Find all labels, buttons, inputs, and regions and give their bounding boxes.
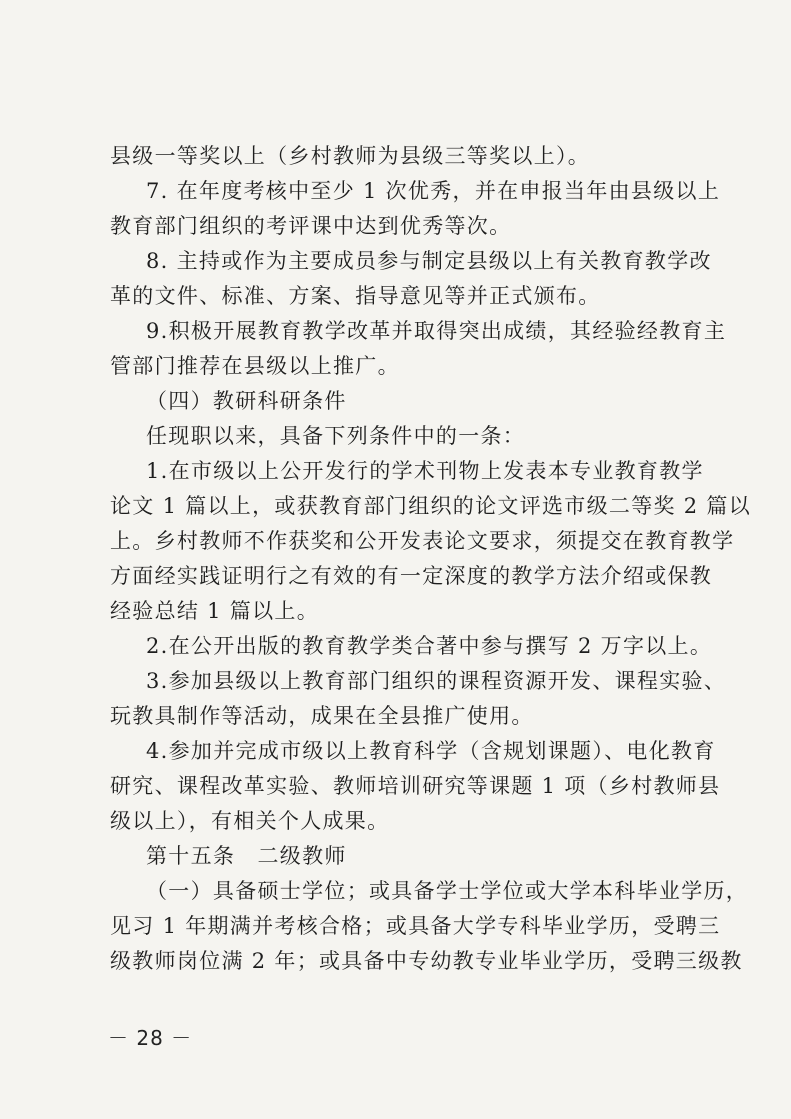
page-number: － 28 － (108, 1026, 193, 1050)
text-line-6: 9.积极开展教育教学改革并取得突出成绩，其经验经教育主 (146, 319, 727, 343)
text-line-12: 上。乡村教师不作获奖和公开发表论文要求，须提交在教育教学 (110, 529, 735, 553)
text-line-19: 研究、课程改革实验、教师培训研究等课题 1 项（乡村教师县 (110, 774, 721, 798)
text-line-14: 经验总结 1 篇以上。 (110, 599, 320, 623)
text-line-1: 县级一等奖以上（乡村教师为县级三等奖以上）。 (110, 144, 591, 168)
text-line-7: 管部门推荐在县级以上推广。 (110, 354, 400, 378)
text-line-5: 革的文件、标准、方案、指导意见等并正式颁布。 (110, 284, 601, 308)
text-line-13: 方面经实践证明行之有效的有一定深度的教学方法介绍或保教 (110, 564, 713, 588)
text-line-23: 见习 1 年期满并考核合格；或具备大学专科毕业学历，受聘三 (110, 914, 721, 938)
text-line-22: （一）具备硕士学位；或具备学士学位或大学本科毕业学历， (146, 879, 749, 903)
text-line-17: 玩教具制作等活动，成果在全县推广使用。 (110, 704, 534, 728)
text-line-20: 级以上），有相关个人成果。 (110, 809, 390, 833)
article-heading: 第十五条 二级教师 (146, 844, 347, 868)
text-line-11: 论文 1 篇以上，或获教育部门组织的论文评选市级二等奖 2 篇以 (110, 494, 752, 518)
text-line-24: 级教师岗位满 2 年；或具备中专幼教专业毕业学历，受聘三级教 (110, 949, 743, 973)
text-line-3: 教育部门组织的考评课中达到优秀等次。 (110, 214, 512, 238)
text-line-9: 任现职以来，具备下列条件中的一条： (146, 424, 526, 448)
text-line-15: 2.在公开出版的教育教学类合著中参与撰写 2 万字以上。 (146, 634, 713, 658)
text-line-10: 1.在市级以上公开发行的学术刊物上发表本专业教育教学 (146, 459, 704, 483)
section-heading: （四）教研科研条件 (146, 389, 347, 413)
text-line-18: 4.参加并完成市级以上教育科学（含规划课题）、电化教育 (146, 739, 716, 763)
text-line-2: 7. 在年度考核中至少 1 次优秀，并在申报当年由县级以上 (146, 179, 721, 203)
text-line-16: 3.参加县级以上教育部门组织的课程资源开发、课程实验、 (146, 669, 727, 693)
text-line-4: 8. 主持或作为主要成员参与制定县级以上有关教育教学改 (146, 249, 712, 273)
